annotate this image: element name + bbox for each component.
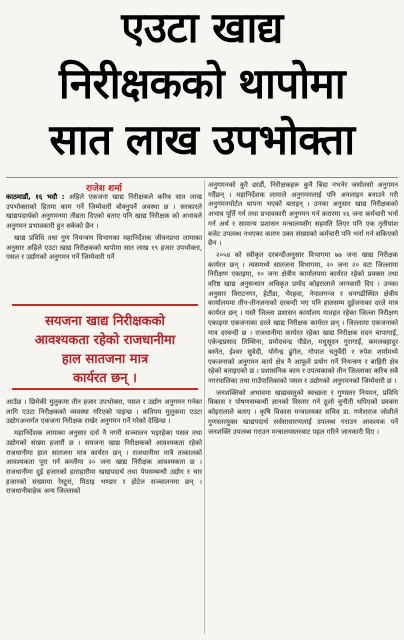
pull-quote-line-1: सयजना खाद्य निरीक्षकको — [45, 314, 165, 329]
headline-line-2: निरीक्षकको थापोमा — [58, 59, 346, 108]
headline — [0, 0, 404, 168]
dateline: काठमाडौं, १६ भदौ : — [6, 193, 65, 201]
pull-quote-line-3: हाल सातजना मात्र — [61, 352, 149, 367]
byline: राजेश शर्मा — [86, 184, 122, 194]
column-right — [208, 181, 398, 634]
paragraph: आउँछ । छिमेकी मुलुकमा तीन हजार उपभोक्ता, पसल र उद्योग अनुगमन गर्नका लागि एउटा निरीक्षकको व्यवस्था गरिएको पाइन्छ । कतिपय मुलुकमा एउटा उद्योगअन्तर्गत एकजना निरीक्षक राखेर अनुगमन गर्ने गरेको देखिन्छ । — [6, 398, 202, 426]
paragraph: जनशक्तिको अभावमा खाद्यवस्तुको स्वच्छता र गुणस्तर नियमन, प्रविधि विकास र पोषणसम्बन्धी ज्ञानको विस्तार गर्न ठूलो चुनौती थपिएको प्रवक्ता कोइरालाले बताए । कृषि विकास मन्त्रालयका सचिव डा. गणेशराज जोशीले गुणस्तरयुक्त खाद्यपदार्थ सर्वसाधारणलाई उपलब्ध गराउन आवश्यक पर्ने जनशक्ति उपलब्ध गराउन मन्त्रालयस्तरबाट पहल गरिने जानकारी दिए । — [208, 388, 398, 436]
paragraph: महानिर्देशक लामाका अनुसार दर्ता नै नगरी सञ्चालन भइरहेका पसल तथा उद्योगको संख्या हजारौं छ । सयजना खाद्य निरीक्षकको आवश्यकता रहेको राजधानीमा हाल सातजना मात्र कार्यरत छन् । राजधानीमा मात्रै तत्कालको आवश्यकता पूरा गर्न कम्तीमा २० जना खाद्य निरीक्षक आवश्यकता छ । राजधानीमा दुई हजारको हाराहारीमा खाद्यपदार्थ तथा पेयसम्बन्धी उद्योग र चार हजारको संख्यामा रेस्टुरां, मिठाइ भण्डार र होटेल सञ्चालनमा छन् । राजधानीबाहेक अन्य जिल्लाको — [6, 429, 202, 496]
paragraph — [6, 193, 202, 232]
headline-line-1: एउटा खाद्य — [121, 3, 283, 52]
pull-quote — [12, 304, 198, 390]
headline-line-3: सात लाख उपभोक्ता — [49, 115, 355, 164]
column-left-top — [6, 193, 202, 301]
pull-quote-line-4: कार्यरत छन् । — [73, 371, 137, 386]
paragraph: खाद्य प्रविधि तथा गुण नियन्त्रण विभागका महानिर्देशक जीवनप्रभा लामाका अनुसार अहिले एउटा खाद्य निरीक्षकको थापोमा सात लाख १९ हजार उपभोक्ता, पसल र उद्योगको अनुगमन गर्ने जिम्मेवारी पर्ने — [6, 233, 202, 262]
paragraph: २०५४ को स्वीकृत दरबन्दीअनुसार विभागमा ७७ जना खाद्य निरीक्षक कार्यरत छन् । त्यसमध्ये सातजना विभागमा, २० जना २० वटा जिल्लामा निरीक्षण एकाइमा, १० जना क्षेत्रीय कार्यालयमा कार्यरत रहेको प्रवक्ता तथा वरिष्ठ खाद्य अनुसन्धान अधिकृत प्रमोद कोइरालाले जानकारी दिए । उनका अनुसार विराटनगर, हेटौंडा, भैरहवा, नेपालगन्ज र धनगढीस्थित क्षेत्रीय कार्यालयमा तीन-तीनजनाको दरबन्दी भए पनि हालसम्म दुईजनाका दरले मात्र कार्यरत छन् । यस्तै जिल्ला प्रशासन कार्यालय मातहत रहेका जिल्ला निरीक्षण एकाइमा एकजनाका दरले खाद्य निरीक्षक कार्यरत छन् । जिल्लामा एकजनाको मात्र दरबन्दी छ । राजधानीमा कार्यरत रहेका खाद्य निरीक्षक मदन चापागाईं, एकेन्द्रप्रसाद तिम्सिना, प्रमोदचन्द्र पौडेल, मधुसूदन गुरागाईं, कमलबहादुर बस्नेत, ईश्वर सुवेदी, योगेन्द्र ढुंगेल, गोपाल चतुर्वेदी र रुपेश शर्मामध्ये एकजनाको अनुगमन कार्य क्षेत्र नै आफूले प्रयोग गर्ने नियन्त्रण र बाहिरी क्षेत्र रहेको बताइएको छ । प्रशासनिक काम र उपत्यकाको तीन जिल्लाका करिब सबै नगरपालिका तथा गाउँपालिकाको पसल र उद्योगको अनुगमनको जिम्मेवारी छ । — [208, 250, 398, 386]
paragraph-text: अहिले एकजना खाद्य निरीक्षकले करिब सात लाख उपभोक्ताको हितमा काम गर्ने जिम्मेवारी बोक्नुपर्ने अवस्था छ । सरकारले खाद्यपदार्थको अनुगमनमा तीव्रता दिएको बताए पनि खाद्य निरीक्षक को अभावले अनुगमन प्रभावकारी हुन सकेको छैन । — [6, 193, 202, 231]
pull-quote-line-2: आवश्यकता रहेको राजधानीमा — [34, 333, 176, 348]
column-left-bottom — [6, 398, 202, 634]
top-rule — [6, 177, 398, 178]
paragraph: अनुगमनको कुरै छाडौं, निरीक्षकहरू कुनै बिदा नभनेर जसोतसो अनुगमन गर्दैछन् । महानिर्देशक लामाले अनुगमनलाई पनि अनलाइन बनाउने गरी अनुगमनपोर्टल थापना भएको बताइन् । उनका अनुसार खाद्य निरीक्षकको अभाव पूर्ति गर्न तथा प्रभावकारी अनुगमन गर्न करारमा १६ जना कर्मचारी भर्ना गर्न अर्थ र सामान्य प्रशासन मन्त्रालयसँग सहमति लिएर पनि एक तृतीयांश बजेट उपलब्ध नभएका कारण उक्त संख्याको कर्मचारी पनि भर्ना गर्न सकिएको छैन । — [208, 181, 398, 248]
column-divider — [204, 180, 205, 634]
